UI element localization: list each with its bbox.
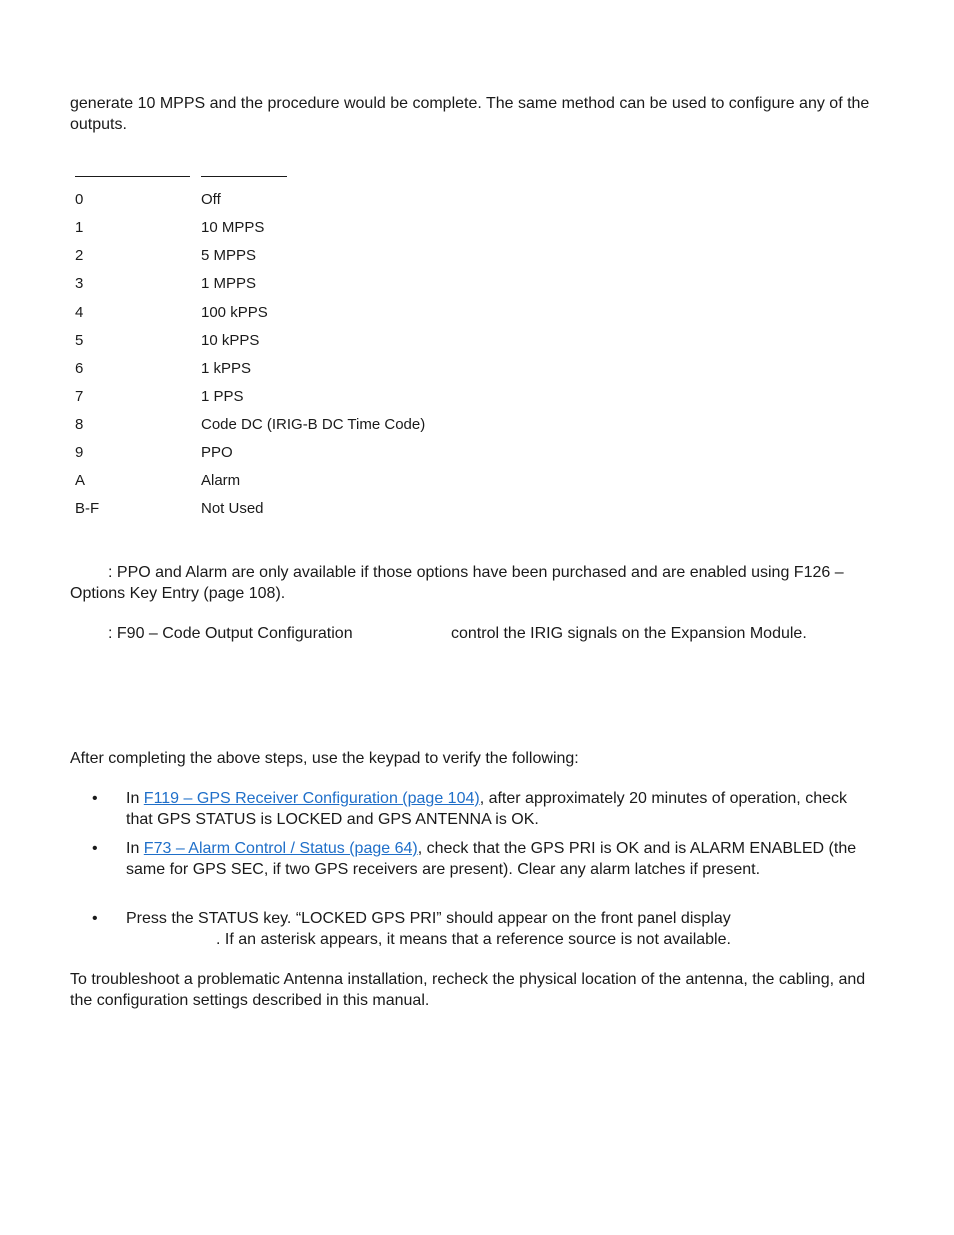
- link-f73-alarm-control-status[interactable]: F73 – Alarm Control / Status (page 64): [143, 840, 418, 857]
- table-row: 2 5 MPPS: [75, 247, 257, 264]
- table-row: 4 100 kPPS: [75, 304, 268, 321]
- table-row: 5 10 kPPS: [75, 332, 260, 349]
- table-row: 6 1 kPPS: [75, 360, 252, 377]
- table-row: 9 PPO: [75, 444, 233, 461]
- table-row: 0 Off: [75, 191, 221, 208]
- table-row: 1 10 MPPS: [75, 219, 265, 236]
- options-note: : PPO and Alarm are only available if those options have been purchased and are enabled using F126 – Options Key Entry (page 108).: [70, 564, 844, 602]
- table-row: A Alarm: [75, 472, 241, 489]
- bullet-glyph: •: [92, 910, 98, 927]
- verify-intro: After completing the above steps, use the keypad to verify the following:: [70, 750, 579, 767]
- table-row: B-F Not Used: [75, 500, 264, 517]
- troubleshoot-paragraph: To troubleshoot a problematic Antenna installation, recheck the physical location of the antenna, the cabling, and the configuration settings described in this manual.: [70, 971, 866, 1009]
- bullet-glyph: •: [92, 790, 98, 807]
- table-row: 3 1 MPPS: [75, 275, 257, 292]
- table-header-rule-description: [201, 176, 287, 177]
- intro-paragraph: generate 10 MPPS and the procedure would be complete. The same method can be used to configure any of the outputs.: [70, 95, 870, 133]
- link-f119-gps-receiver-configuration[interactable]: F119 – GPS Receiver Configuration (page 104): [143, 790, 480, 807]
- table-row: 8 Code DC (IRIG-B DC Time Code): [75, 416, 426, 433]
- table-row: 7 1 PPS: [75, 388, 244, 405]
- bullet-glyph: •: [92, 840, 98, 857]
- table-header-rule-code: [75, 176, 190, 177]
